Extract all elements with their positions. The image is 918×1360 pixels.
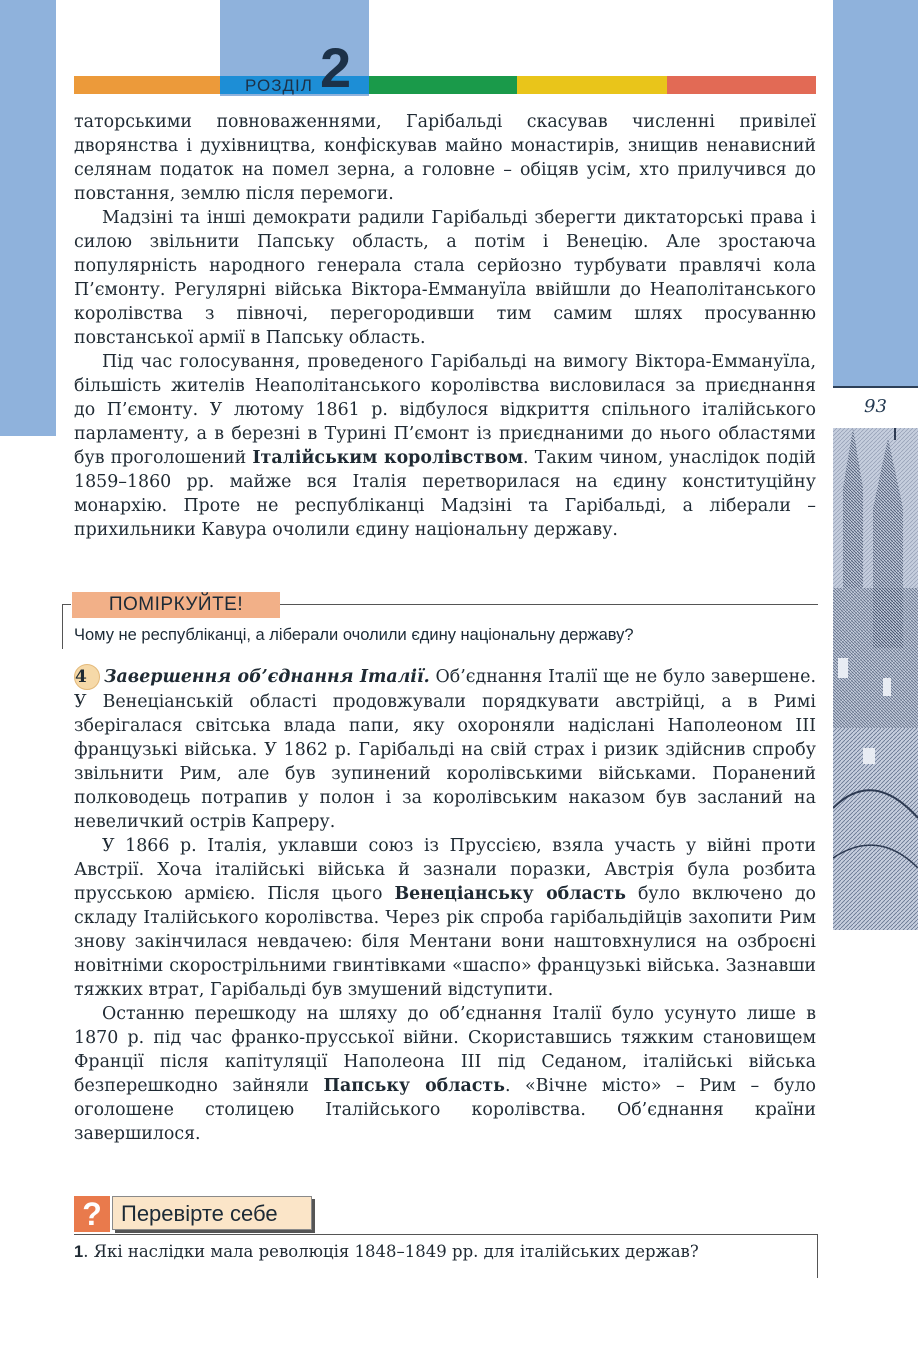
check-divider bbox=[74, 1234, 818, 1235]
page-number: 93 bbox=[864, 396, 887, 417]
think-box bbox=[62, 590, 818, 650]
p3-text-before: Під час голосування, проведеного Гарібальді на вимогу Віктора-Еммануїла, більшість жителів Неаполітанського королівства висловилася за приєднання до П’ємонту. У лютому 1861 р. відбулося відкриття спільного італійського парламенту, а в березні в Турині П’ємонт із приєднаними до нього областями був проголошений bbox=[74, 352, 816, 468]
p6-text-after: . «Вічне місто» – Рим – було оголошене столицею Італійського королівства. Об’єднання країни завершилося. bbox=[74, 1076, 816, 1144]
p3-text-after: . Таким чином, унаслідок подій 1859–1860 рр. майже вся Італія перетворилася на єдину конституційну монархію. Проте не республіканці Мадзіні та Гарібальді, а ліберали – прихильники Кавура очолили єдину національну державу. bbox=[74, 448, 816, 540]
think-frame bbox=[62, 604, 71, 649]
paragraph-5 bbox=[74, 834, 816, 1002]
page-number-box bbox=[833, 386, 918, 430]
p6-bold-term: Папську область bbox=[323, 1076, 505, 1096]
color-bar-orange bbox=[74, 76, 220, 94]
chapter-number: 2 bbox=[320, 36, 352, 99]
think-question: Чому не республіканці, а ліберали очолили єдину національну державу? bbox=[74, 626, 634, 644]
section-4-title: Завершення об’єднання Італії. bbox=[104, 667, 430, 687]
question-text: . Які наслідки мала революція 1848–1849 рр. для італійських держав? bbox=[83, 1242, 699, 1261]
p5-bold-term: Венеціанську область bbox=[394, 884, 626, 904]
p5-text-before: У 1866 р. Італія, уклавши союз із Пруссією, взяла участь у війні проти Австрії. Хоча італійські війська й зазнали поразки, Австрія була розбита прусською армією. Після цього bbox=[74, 836, 816, 904]
main-text-bottom bbox=[74, 664, 816, 1146]
paragraph-1: таторськими повноваженнями, Гарібальді скасував численні привілеї дворянства і духівництва, конфіскував майно монастирів, знищив ненависний селянам податок на помел зерна, а головне – обіцяв усім, хто прилучився до повстання, землю після перемоги. bbox=[74, 112, 816, 204]
paragraph-6 bbox=[74, 1002, 816, 1146]
p5-text-after: було включено до складу Італійського королівства. Через рік спроба гарібальдійців захопити Рим знову закінчилася невдачею: біля Ментани вони наштовхнулися на озброєні новітніми скорострільними гвинтівками «шаспо» французькі війська. Зазнавши тяжких втрат, Гарібальді був змушений відступити. bbox=[74, 884, 817, 1000]
section-4-paragraph bbox=[74, 664, 816, 834]
color-bar-red bbox=[667, 76, 816, 94]
paragraph-2: Мадзіні та інші демократи радили Гарібальді зберегти диктаторські права і силою звільнити Папську область, а потім і Венецію. Але зростаюча популярність народного генерала стала серйозно турбувати правлячі кола П’ємонту. Регулярні війська Віктора-Еммануїла ввійшли до Неаполітанського королівства з півночі, перегородивши тим самим шлях просуванню повстанської армії в Папську область. bbox=[74, 208, 816, 348]
question-mark-icon: ? bbox=[74, 1196, 110, 1232]
think-divider bbox=[272, 604, 818, 605]
engraving-illustration bbox=[833, 428, 918, 930]
p3-bold-term: Італійським королівством bbox=[252, 448, 524, 468]
question-number: 1 bbox=[74, 1243, 84, 1261]
paragraph-3 bbox=[74, 350, 816, 542]
check-divider-vertical bbox=[817, 1234, 818, 1278]
check-question-1 bbox=[74, 1242, 699, 1262]
main-text-top bbox=[74, 110, 816, 542]
right-accent-strip bbox=[833, 0, 918, 386]
left-accent-strip bbox=[0, 0, 56, 436]
section-number-badge: 4 bbox=[74, 664, 100, 690]
p6-text-before: Останню перешкоду на шляху до об’єднання Італії було усунуто лише в 1870 р. під час франко-прусської війни. Скориставшись тяжким становищем Франції після капітуляції Наполеона ІІІ під Седаном, італійські війська безперешкодно зайняли bbox=[74, 1004, 816, 1096]
think-label: ПОМІРКУЙТЕ! bbox=[72, 592, 280, 618]
check-yourself-label: Перевірте себе bbox=[112, 1196, 312, 1230]
section-4-text: Об’єднання Італії ще не було завершене. У Венеціанській області продовжували порядкувати австрійці, а в Римі зберігалася світська влада папи, яку охороняли надіслані Наполеоном ІІІ французькі війська. У 1862 р. Гарібальді на свій страх і ризик здійснив спробу звільнити Рим, але був зупинений королівськими військами. Поранений полководець потрапив у полон і за королівським наказом був засланий на невеличкий острів Капреру. bbox=[74, 667, 816, 832]
color-bar-green bbox=[369, 76, 517, 94]
chapter-label: РОЗДІЛ bbox=[245, 76, 313, 95]
color-bar-yellow bbox=[517, 76, 667, 94]
